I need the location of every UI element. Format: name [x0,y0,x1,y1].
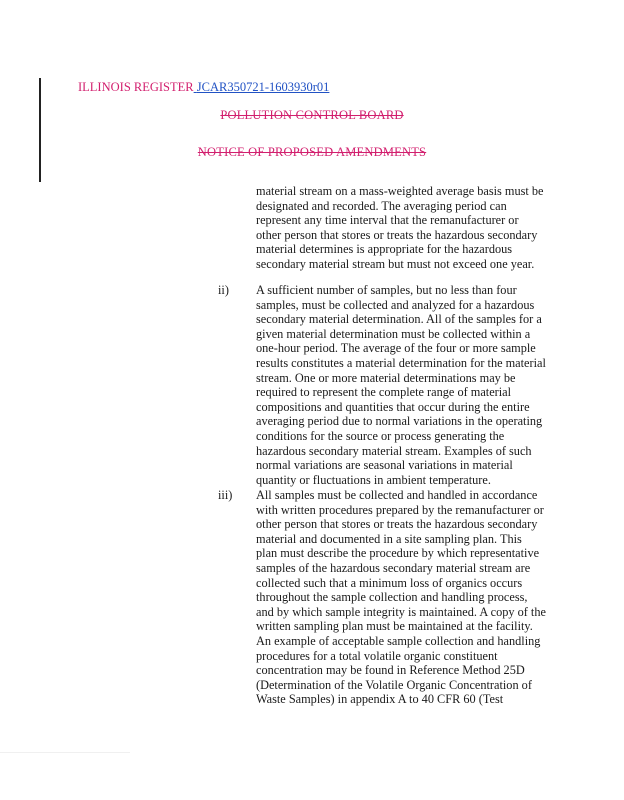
item-number: ii) [218,283,229,297]
jcar-link-text: JCAR350721-1603930r01 [196,80,330,94]
board-title: POLLUTION CONTROL BOARD [220,108,404,122]
continuation-paragraph: material stream on a mass-weighted average basis must be designated and recorded. The averaging period can represent any time interval that the remanufacturer or other person that stores or treats the hazardous secondary material determines is appropriate for the hazardous secondary material stream but must not exceed one year. [256,184,544,271]
change-bar [39,78,41,182]
jcar-link[interactable] [194,80,330,94]
register-header [78,80,329,95]
notice-title: NOTICE OF PROPOSED AMENDMENTS [197,145,427,159]
item-text: All samples must be collected and handled in accordance with written procedures prepared by the remanufacturer or other person that stores or treats the hazardous secondary material and documented in a site sampling plan. This plan must describe the procedure by which representative samples of the hazardous secondary material stream are collected such that a minimum loss of organics occurs throughout the sample collection and handling process, and by which sample integrity is maintained. A copy of the written sampling plan must be maintained at the facility. An example of acceptable sample collection and handling procedures for a total volatile organic constituent concentration may be found in Reference Method 25D (Determination of the Volatile Organic Concentration of Waste Samples) in appendix A to 40 CFR 60 (Test [256,488,546,707]
register-title: ILLINOIS REGISTER [78,80,194,94]
footer-rule [0,752,130,753]
item-number: iii) [218,488,233,502]
item-text: A sufficient number of samples, but no less than four samples, must be collected and analyzed for a hazardous secondary material determination. All of the samples for a given material determination must be collected within a one-hour period. The average of the four or more sample results constitutes a material determination for the material stream. One or more material determinations may be required to represent the complete range of material compositions and quantities that occur during the entire averaging period due to normal variations in the operating conditions for the source or process generating the hazardous secondary material stream. Examples of such normal variations are seasonal variations in material quantity or fluctuations in ambient temperature. [256,283,546,487]
